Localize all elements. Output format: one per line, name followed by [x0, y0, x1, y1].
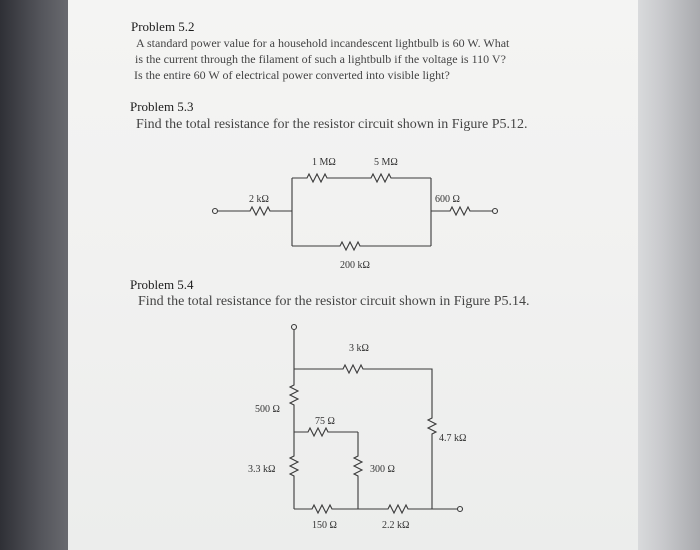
problem-5-4-text: Find the total resistance for the resistor circuit shown in Figure P5.14. — [138, 294, 530, 309]
problem-5-2-title: Problem 5.2 — [131, 19, 195, 34]
bottom-right-terminal — [458, 507, 463, 512]
resistor-2k — [218, 207, 292, 215]
desk-left-edge — [0, 0, 70, 550]
label-500: 500 Ω — [255, 404, 280, 415]
label-200k: 200 kΩ — [340, 260, 370, 271]
label-4-7k: 4.7 kΩ — [439, 433, 467, 444]
top-and-right-resistors — [294, 365, 436, 509]
label-1M: 1 MΩ — [312, 157, 336, 168]
resistor-150 — [294, 505, 358, 513]
problem-5-2-line-1: A standard power value for a household incandescent lightbulb is 60 W. What — [136, 36, 510, 50]
label-75: 75 Ω — [315, 416, 335, 427]
left-column-resistors — [290, 330, 298, 509]
input-terminal — [213, 209, 218, 214]
problem-5-2-line-3: Is the entire 60 W of electrical power converted into visible light? — [134, 68, 450, 82]
problem-5-3-text: Find the total resistance for the resistor circuit shown in Figure P5.12. — [136, 117, 528, 132]
problem-5-4-title: Problem 5.4 — [130, 277, 194, 292]
label-2-2k: 2.2 kΩ — [382, 520, 410, 531]
resistor-200k-branch — [292, 242, 431, 250]
resistor-300-vertical — [354, 432, 362, 509]
worksheet-page — [68, 0, 638, 550]
figure-p5-12 — [213, 174, 498, 250]
label-150: 150 Ω — [312, 520, 337, 531]
label-2k: 2 kΩ — [249, 194, 269, 205]
problem-5-3-title: Problem 5.3 — [130, 99, 194, 114]
resistor-600 — [431, 207, 492, 215]
top-terminal — [292, 325, 297, 330]
label-600: 600 Ω — [435, 194, 460, 205]
top-branch-resistors — [292, 174, 431, 182]
circuit-figures — [68, 0, 638, 550]
problem-5-2-line-2: is the current through the filament of such a lightbulb if the voltage is 110 V? — [135, 52, 506, 66]
label-3k: 3 kΩ — [349, 343, 369, 354]
label-300: 300 Ω — [370, 464, 395, 475]
label-3-3k: 3.3 kΩ — [248, 464, 276, 475]
resistor-2-2k — [358, 505, 457, 513]
resistor-75 — [294, 428, 358, 436]
label-5M: 5 MΩ — [374, 157, 398, 168]
desk-right-edge — [638, 0, 700, 550]
output-terminal — [493, 209, 498, 214]
